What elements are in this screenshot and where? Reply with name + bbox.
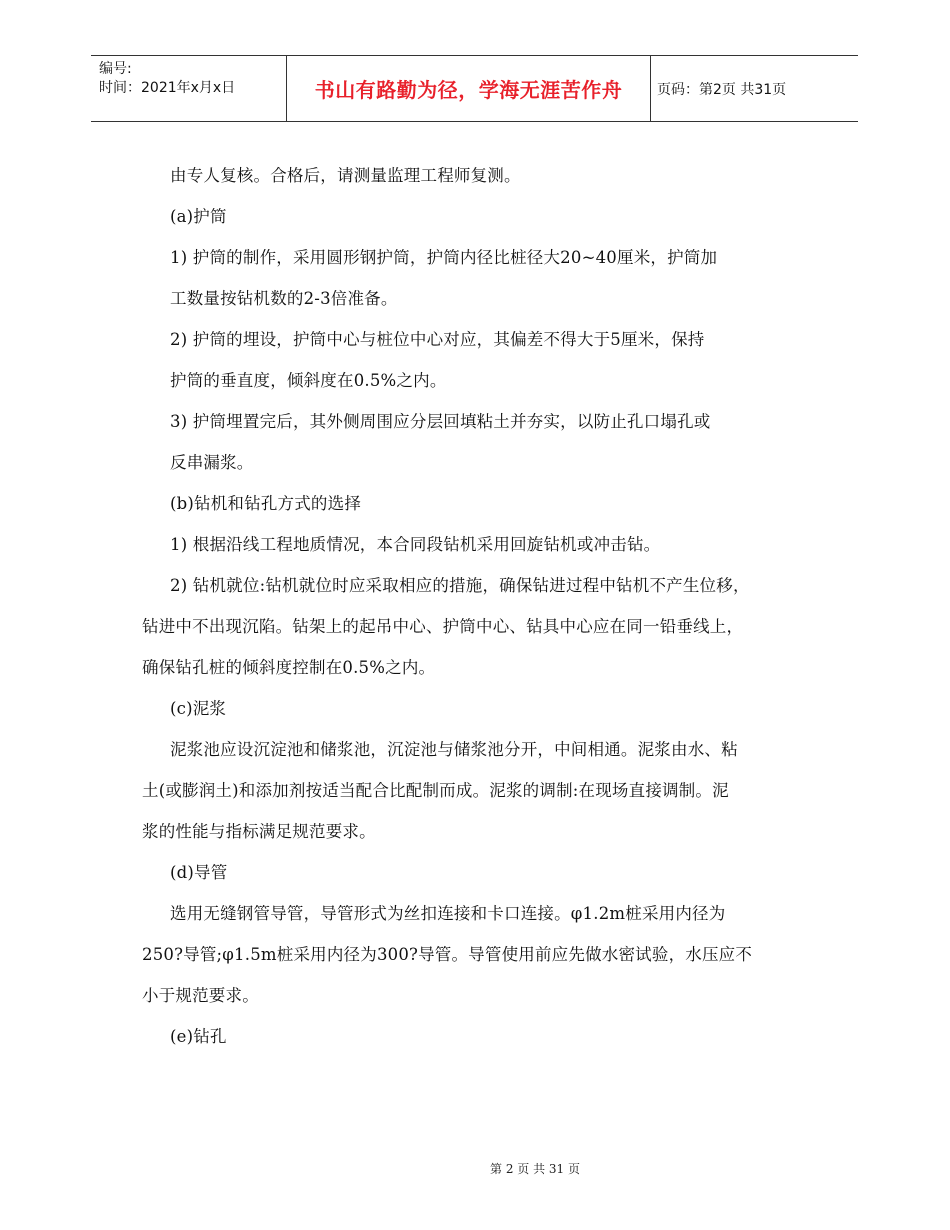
header-motto: 书山有路勤为径，学海无涯苦作舟 (286, 56, 651, 121)
paragraph-line: 1) 护筒的制作，采用圆形钢护筒，护筒内径比桩径大20~40厘米，护筒加 (170, 248, 718, 267)
paragraph-line: 2) 钻机就位:钻机就位时应采取相应的措施，确保钻进过程中钻机不产生位移， (170, 576, 750, 595)
paragraph-line: 土(或膨润土)和添加剂按适当配合比配制而成。泥浆的调制:在现场直接调制。泥 (142, 781, 729, 800)
section-heading: (e)钻孔 (170, 1027, 227, 1046)
paragraph-line: 1) 根据沿线工程地质情况，本合同段钻机采用回旋钻机或冲击钻。 (170, 535, 661, 554)
paragraph-line: 工数量按钻机数的2-3倍准备。 (170, 289, 398, 308)
paragraph-line: 由专人复核。合格后，请测量监理工程师复测。 (170, 166, 521, 185)
paragraph-line: 确保钻孔桩的倾斜度控制在0.5%之内。 (142, 658, 436, 677)
section-heading: (c)泥浆 (170, 699, 227, 718)
paragraph-line: 钻进中不出现沉陷。钻架上的起吊中心、护筒中心、钻具中心应在同一铅垂线上， (142, 617, 744, 636)
paragraph-line: 护筒的垂直度，倾斜度在0.5%之内。 (170, 371, 447, 390)
paragraph-line: 3) 护筒埋置完后，其外侧周围应分层回填粘土并夯实，以防止孔口塌孔或 (170, 412, 711, 431)
section-heading: (b)钻机和钻孔方式的选择 (170, 494, 362, 513)
paragraph-line: 250?导管;φ1.5m桩采用内径为300?导管。导管使用前应先做水密试验，水压应不 (142, 945, 753, 964)
page-footer: 第 2 页 共 31 页 (490, 1162, 580, 1176)
paragraph-line: 泥浆池应设沉淀池和储浆池，沉淀池与储浆池分开，中间相通。泥浆由水、粘 (170, 740, 738, 759)
paragraph-line: 反串漏浆。 (170, 453, 254, 472)
section-heading: (d)导管 (170, 863, 228, 882)
header-meta (99, 60, 235, 98)
paragraph-line: 小于规范要求。 (142, 986, 259, 1005)
paragraph-line: 2) 护筒的埋设，护筒中心与桩位中心对应，其偏差不得大于5厘米，保持 (170, 330, 705, 349)
header-page-info: 页码：第2页 共31页 (657, 81, 787, 98)
page-header (91, 55, 858, 122)
time-label: 时间：2021年x月x日 (99, 80, 236, 96)
serial-label: 编号: (99, 61, 132, 77)
section-heading: (a)护筒 (170, 207, 227, 226)
paragraph-line: 浆的性能与指标满足规范要求。 (142, 822, 376, 841)
paragraph-line: 选用无缝钢管导管，导管形式为丝扣连接和卡口连接。φ1.2m桩采用内径为 (170, 904, 726, 923)
